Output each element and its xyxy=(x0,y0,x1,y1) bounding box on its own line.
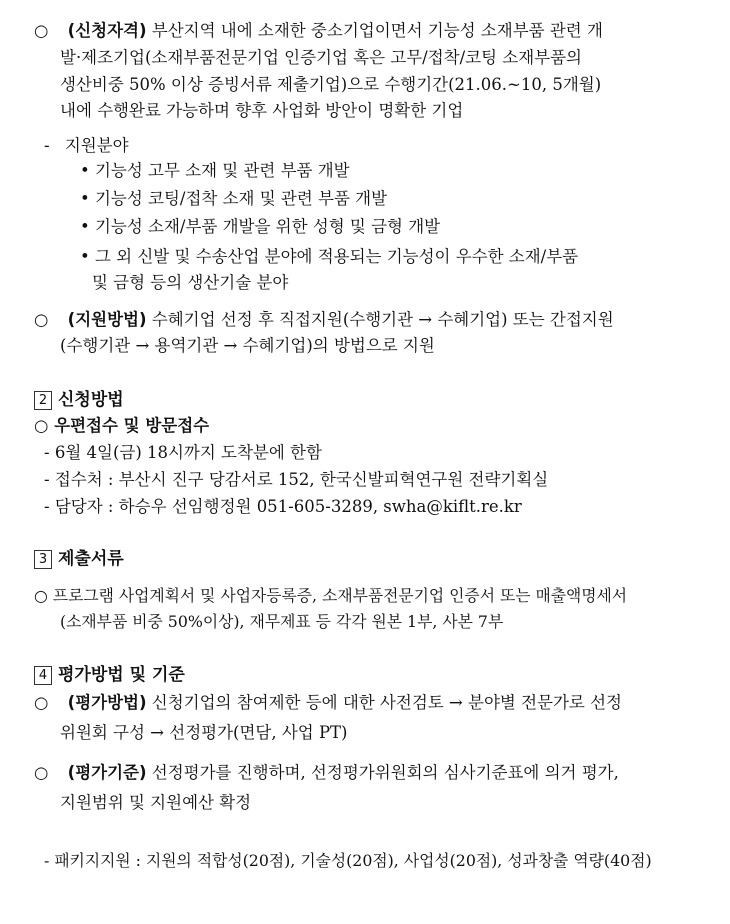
section-3-line-2: (소재부품 비중 50%이상), 재무제표 등 각각 원본 1부, 사본 7부 xyxy=(60,612,504,631)
eval-criteria-line-2: 지원범위 및 지원예산 확정 xyxy=(60,793,252,812)
section-2-heading: 2 신청방법 xyxy=(34,389,124,411)
section-number-box: 3 xyxy=(34,550,52,569)
section-number-box: 4 xyxy=(34,666,52,685)
circle-bullet-icon: ○ xyxy=(34,693,49,712)
circle-bullet-icon: ○ xyxy=(34,21,49,40)
support-method-line-2: (수행기관 → 용역기관 → 수혜기업)의 방법으로 지원 xyxy=(60,336,435,355)
eval-method-label: (평가방법) xyxy=(67,693,147,712)
support-method-line-1: ○ (지원방법) 수혜기업 선정 후 직접지원(수행기관 → 수혜기업) 또는 간접지원 xyxy=(34,310,614,329)
eval-criteria-line-1: ○ (평가기준) 선정평가를 진행하며, 선정평가위원회의 심사기준표에 의거 평가, xyxy=(34,763,619,782)
circle-bullet-icon: ○ xyxy=(34,310,49,329)
eligibility-text: 부산지역 내에 소재한 중소기업이면서 기능성 소재부품 관련 개 xyxy=(151,21,603,40)
eligibility-line-3: 생산비중 50% 이상 증빙서류 제출기업)으로 수행기간(21.06.~10, 5개월) xyxy=(60,75,602,94)
eval-method-line-1: ○ (평가방법) 신청기업의 참여제한 등에 대한 사전검토 → 분야별 전문가로 선정 xyxy=(34,693,622,712)
support-method-label: (지원방법) xyxy=(67,310,147,329)
section-2-item: - 담당자 : 하승우 선임행정원 051-605-3289, swha@kiflt.re.kr xyxy=(44,497,522,516)
support-fields-title: - 지원분야 xyxy=(44,136,129,155)
circle-bullet-icon: ○ xyxy=(34,763,49,782)
section-2-sub: ○ 우편접수 및 방문접수 xyxy=(34,416,210,435)
section-2-item: - 접수처 : 부산시 진구 당감서로 152, 한국신발피혁연구원 전략기획실 xyxy=(44,470,549,489)
support-field-item-cont: 및 금형 등의 생산기술 분야 xyxy=(92,273,289,292)
section-3-heading: 3 제출서류 xyxy=(34,548,124,570)
section-2-item: - 6월 4일(금) 18시까지 도착분에 한함 xyxy=(44,443,322,462)
eligibility-line-4: 내에 수행완료 가능하며 향후 사업화 방안이 명확한 기업 xyxy=(60,101,464,120)
section-4-heading: 4 평가방법 및 기준 xyxy=(34,664,185,686)
eligibility-label: (신청자격) xyxy=(67,21,147,40)
eval-criteria-label: (평가기준) xyxy=(67,763,147,782)
eval-method-line-2: 위원회 구성 → 선정평가(면담, 사업 PT) xyxy=(60,723,348,742)
support-field-item: • 기능성 소재/부품 개발을 위한 성형 및 금형 개발 xyxy=(80,217,441,236)
support-field-item: • 그 외 신발 및 수송산업 분야에 적용되는 기능성이 우수한 소재/부품 xyxy=(80,247,579,266)
eligibility-line-1 xyxy=(34,20,603,42)
eligibility-line-2: 발·제조기업(소재부품전문기업 인증기업 혹은 고무/접착/코팅 소재부품의 xyxy=(60,48,582,67)
package-support-line: - 패키지지원 : 지원의 적합성(20점), 기술성(20점), 사업성(20점), 성과창출 역량(40점) xyxy=(44,851,652,870)
dash-bullet-icon: - xyxy=(44,136,50,155)
section-3-line-1: ○ 프로그램 사업계획서 및 사업자등록증, 소재부품전문기업 인증서 또는 매출액명세서 xyxy=(34,586,628,605)
support-field-item: • 기능성 고무 소재 및 관련 부품 개발 xyxy=(80,161,350,180)
section-number-box: 2 xyxy=(34,391,52,410)
support-field-item: • 기능성 코팅/접착 소재 및 관련 부품 개발 xyxy=(80,189,388,208)
